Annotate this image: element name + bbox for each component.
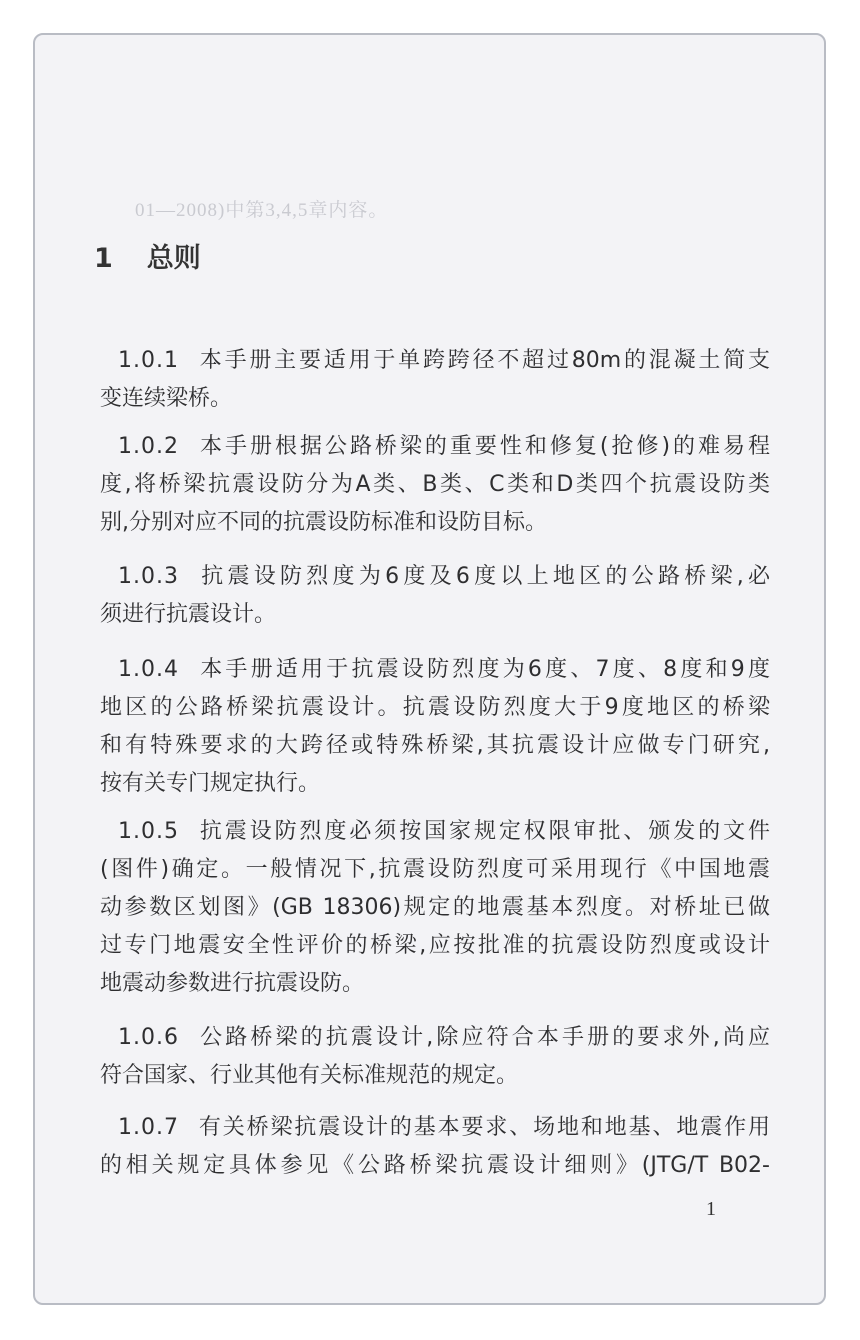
page-number: 1 bbox=[706, 1198, 716, 1220]
bleed-through-text: 01—2008)中第3,4,5章内容。 bbox=[135, 200, 389, 221]
clause-text: 抗震设防烈度必须按国家规定权限审批、颁发的文件 bbox=[196, 819, 770, 844]
clause-text: 变连续梁桥。 bbox=[100, 386, 233, 411]
chapter-heading bbox=[94, 236, 201, 275]
clause-line bbox=[100, 467, 770, 498]
clause-number: 1.0.5 bbox=[118, 819, 179, 844]
chapter-title: 总则 bbox=[146, 243, 201, 274]
clause-text: (图件)确定。一般情况下,抗震设防烈度可采用现行《中国地震 bbox=[100, 857, 770, 882]
clause-text: 本手册适用于抗震设防烈度为6度、7度、8度和9度 bbox=[196, 657, 770, 682]
clause-line bbox=[100, 814, 770, 845]
clause-line bbox=[100, 1110, 770, 1141]
clause-text: 本手册根据公路桥梁的重要性和修复(抢修)的难易程 bbox=[196, 434, 770, 459]
clause-line bbox=[100, 928, 770, 959]
clause-line bbox=[100, 381, 770, 412]
clause-text: 符合国家、行业其他有关标准规范的规定。 bbox=[100, 1063, 519, 1088]
clause-text: 须进行抗震设计。 bbox=[100, 602, 277, 627]
clause-text: 的相关规定具体参见《公路桥梁抗震设计细则》(JTG/T B02- bbox=[100, 1153, 770, 1178]
clause-line bbox=[100, 890, 770, 921]
clause-line bbox=[100, 559, 770, 590]
clause-line bbox=[100, 1058, 770, 1089]
clause-text: 过专门地震安全性评价的桥梁,应按批准的抗震设防烈度或设计 bbox=[100, 933, 770, 958]
clause-number: 1.0.3 bbox=[118, 564, 179, 589]
clause-line bbox=[100, 1148, 770, 1179]
clause-line bbox=[100, 429, 770, 460]
clause-number: 1.0.7 bbox=[118, 1115, 179, 1140]
clause-line bbox=[100, 505, 770, 536]
clause-line bbox=[100, 966, 770, 997]
clause-text: 公路桥梁的抗震设计,除应符合本手册的要求外,尚应 bbox=[196, 1025, 770, 1050]
clause-number: 1.0.4 bbox=[118, 657, 179, 682]
clause-line bbox=[100, 690, 770, 721]
clause-line bbox=[100, 343, 770, 374]
clause-number: 1.0.6 bbox=[118, 1025, 179, 1050]
clause-number: 1.0.2 bbox=[118, 434, 179, 459]
clause-text: 地区的公路桥梁抗震设计。抗震设防烈度大于9度地区的桥梁 bbox=[100, 695, 770, 720]
clause-line bbox=[100, 728, 770, 759]
clause-text: 度,将桥梁抗震设防分为A类、B类、C类和D类四个抗震设防类 bbox=[100, 472, 770, 497]
clause-text: 和有特殊要求的大跨径或特殊桥梁,其抗震设计应做专门研究, bbox=[100, 733, 770, 758]
clause-text: 地震动参数进行抗震设防。 bbox=[100, 971, 365, 996]
clause-text: 别,分别对应不同的抗震设防标准和设防目标。 bbox=[100, 510, 547, 535]
clause-line bbox=[100, 766, 770, 797]
clause-text: 有关桥梁抗震设计的基本要求、场地和地基、地震作用 bbox=[196, 1115, 770, 1140]
clause-text: 动参数区划图》(GB 18306)规定的地震基本烈度。对桥址已做 bbox=[100, 895, 770, 920]
clause-number: 1.0.1 bbox=[118, 348, 179, 373]
clause-text: 本手册主要适用于单跨跨径不超过80m的混凝土简支 bbox=[196, 348, 770, 373]
clause-line bbox=[100, 652, 770, 683]
chapter-number: 1 bbox=[94, 243, 113, 274]
clause-line bbox=[100, 597, 770, 628]
clause-text: 按有关专门规定执行。 bbox=[100, 771, 321, 796]
clause-line bbox=[100, 852, 770, 883]
clause-text: 抗震设防烈度为6度及6度以上地区的公路桥梁,必 bbox=[196, 564, 770, 589]
clause-line bbox=[100, 1020, 770, 1051]
